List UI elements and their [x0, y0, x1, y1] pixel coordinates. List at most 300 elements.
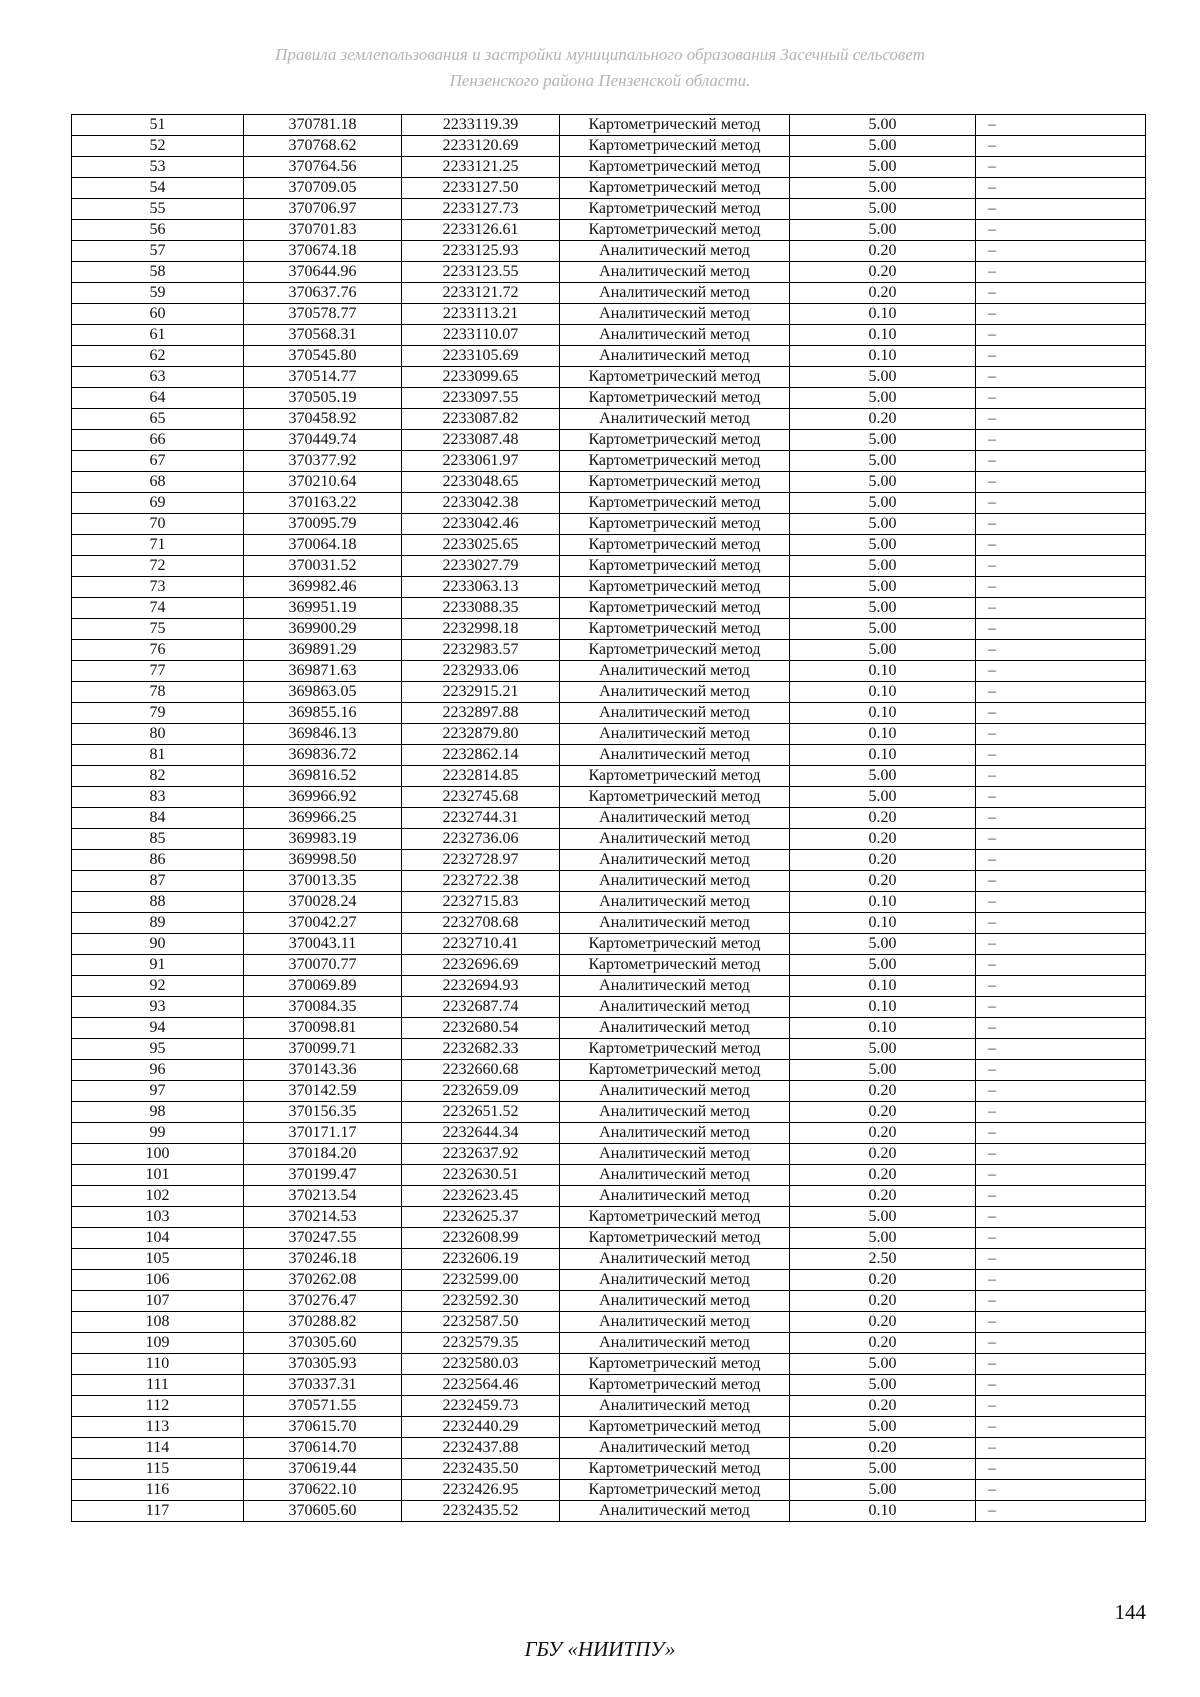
table-row — [72, 1396, 1146, 1417]
accuracy-cell: 5.00 — [790, 1417, 976, 1438]
dash-cell: – — [976, 619, 1146, 640]
table-row — [72, 157, 1146, 178]
method-cell: Картометрический метод — [560, 556, 790, 577]
table-row — [72, 556, 1146, 577]
dash-cell: – — [976, 1207, 1146, 1228]
dash-cell: – — [976, 1459, 1146, 1480]
accuracy-cell: 0.20 — [790, 1291, 976, 1312]
y-coordinate-cell: 2232587.50 — [402, 1312, 560, 1333]
dash-cell: – — [976, 703, 1146, 724]
table-row — [72, 220, 1146, 241]
x-coordinate-cell: 370571.55 — [244, 1396, 402, 1417]
x-coordinate-cell: 370505.19 — [244, 388, 402, 409]
y-coordinate-cell: 2232879.80 — [402, 724, 560, 745]
y-coordinate-cell: 2232592.30 — [402, 1291, 560, 1312]
x-coordinate-cell: 370156.35 — [244, 1102, 402, 1123]
point-number-cell: 53 — [72, 157, 244, 178]
table-row — [72, 619, 1146, 640]
x-coordinate-cell: 370674.18 — [244, 241, 402, 262]
point-number-cell: 108 — [72, 1312, 244, 1333]
x-coordinate-cell: 369966.92 — [244, 787, 402, 808]
table-row — [72, 577, 1146, 598]
table-row — [72, 955, 1146, 976]
dash-cell: – — [976, 283, 1146, 304]
point-number-cell: 51 — [72, 115, 244, 136]
method-cell: Аналитический метод — [560, 409, 790, 430]
x-coordinate-cell: 370568.31 — [244, 325, 402, 346]
method-cell: Аналитический метод — [560, 871, 790, 892]
accuracy-cell: 0.20 — [790, 829, 976, 850]
point-number-cell: 117 — [72, 1501, 244, 1522]
dash-cell: – — [976, 262, 1146, 283]
y-coordinate-cell: 2233120.69 — [402, 136, 560, 157]
accuracy-cell: 5.00 — [790, 1480, 976, 1501]
dash-cell: – — [976, 136, 1146, 157]
point-number-cell: 113 — [72, 1417, 244, 1438]
dash-cell: – — [976, 178, 1146, 199]
point-number-cell: 66 — [72, 430, 244, 451]
y-coordinate-cell: 2232459.73 — [402, 1396, 560, 1417]
table-row — [72, 871, 1146, 892]
y-coordinate-cell: 2232564.46 — [402, 1375, 560, 1396]
x-coordinate-cell: 370069.89 — [244, 976, 402, 997]
y-coordinate-cell: 2232983.57 — [402, 640, 560, 661]
accuracy-cell: 0.20 — [790, 850, 976, 871]
y-coordinate-cell: 2233125.93 — [402, 241, 560, 262]
point-number-cell: 110 — [72, 1354, 244, 1375]
dash-cell: – — [976, 409, 1146, 430]
y-coordinate-cell: 2232897.88 — [402, 703, 560, 724]
point-number-cell: 64 — [72, 388, 244, 409]
method-cell: Аналитический метод — [560, 1102, 790, 1123]
y-coordinate-cell: 2232625.37 — [402, 1207, 560, 1228]
point-number-cell: 100 — [72, 1144, 244, 1165]
y-coordinate-cell: 2232708.68 — [402, 913, 560, 934]
accuracy-cell: 5.00 — [790, 199, 976, 220]
accuracy-cell: 5.00 — [790, 1207, 976, 1228]
dash-cell: – — [976, 913, 1146, 934]
method-cell: Аналитический метод — [560, 1438, 790, 1459]
method-cell: Картометрический метод — [560, 955, 790, 976]
accuracy-cell: 5.00 — [790, 388, 976, 409]
accuracy-cell: 0.20 — [790, 1312, 976, 1333]
method-cell: Аналитический метод — [560, 1249, 790, 1270]
y-coordinate-cell: 2233127.50 — [402, 178, 560, 199]
header-line-1: Правила землепользования и застройки муниципального образования Засечный сельсовет — [275, 45, 925, 64]
method-cell: Аналитический метод — [560, 1186, 790, 1207]
table-row — [72, 997, 1146, 1018]
table-row — [72, 283, 1146, 304]
x-coordinate-cell: 369900.29 — [244, 619, 402, 640]
y-coordinate-cell: 2232862.14 — [402, 745, 560, 766]
dash-cell: – — [976, 115, 1146, 136]
y-coordinate-cell: 2233088.35 — [402, 598, 560, 619]
table-row — [72, 304, 1146, 325]
y-coordinate-cell: 2232437.88 — [402, 1438, 560, 1459]
x-coordinate-cell: 370064.18 — [244, 535, 402, 556]
method-cell: Картометрический метод — [560, 493, 790, 514]
accuracy-cell: 0.20 — [790, 1123, 976, 1144]
point-number-cell: 104 — [72, 1228, 244, 1249]
x-coordinate-cell: 370578.77 — [244, 304, 402, 325]
table-row — [72, 640, 1146, 661]
dash-cell: – — [976, 1144, 1146, 1165]
table-row — [72, 703, 1146, 724]
dash-cell: – — [976, 1354, 1146, 1375]
method-cell: Картометрический метод — [560, 577, 790, 598]
accuracy-cell: 0.10 — [790, 682, 976, 703]
dash-cell: – — [976, 976, 1146, 997]
dash-cell: – — [976, 220, 1146, 241]
accuracy-cell: 5.00 — [790, 115, 976, 136]
table-row — [72, 199, 1146, 220]
method-cell: Аналитический метод — [560, 346, 790, 367]
header-line-2: Пензенского района Пензенской области. — [449, 71, 751, 90]
x-coordinate-cell: 369966.25 — [244, 808, 402, 829]
accuracy-cell: 0.10 — [790, 976, 976, 997]
point-number-cell: 74 — [72, 598, 244, 619]
y-coordinate-cell: 2233027.79 — [402, 556, 560, 577]
dash-cell: – — [976, 955, 1146, 976]
y-coordinate-cell: 2233048.65 — [402, 472, 560, 493]
point-number-cell: 58 — [72, 262, 244, 283]
table-row — [72, 1144, 1146, 1165]
point-number-cell: 84 — [72, 808, 244, 829]
x-coordinate-cell: 370099.71 — [244, 1039, 402, 1060]
x-coordinate-cell: 370143.36 — [244, 1060, 402, 1081]
method-cell: Аналитический метод — [560, 1333, 790, 1354]
x-coordinate-cell: 370781.18 — [244, 115, 402, 136]
method-cell: Аналитический метод — [560, 1018, 790, 1039]
dash-cell: – — [976, 787, 1146, 808]
table-row — [72, 1123, 1146, 1144]
method-cell: Картометрический метод — [560, 157, 790, 178]
point-number-cell: 70 — [72, 514, 244, 535]
table-row — [72, 451, 1146, 472]
y-coordinate-cell: 2232687.74 — [402, 997, 560, 1018]
y-coordinate-cell: 2232710.41 — [402, 934, 560, 955]
point-number-cell: 67 — [72, 451, 244, 472]
accuracy-cell: 5.00 — [790, 640, 976, 661]
x-coordinate-cell: 370247.55 — [244, 1228, 402, 1249]
point-number-cell: 61 — [72, 325, 244, 346]
table-row — [72, 661, 1146, 682]
dash-cell: – — [976, 892, 1146, 913]
y-coordinate-cell: 2233063.13 — [402, 577, 560, 598]
x-coordinate-cell: 370377.92 — [244, 451, 402, 472]
point-number-cell: 115 — [72, 1459, 244, 1480]
dash-cell: – — [976, 808, 1146, 829]
y-coordinate-cell: 2232736.06 — [402, 829, 560, 850]
accuracy-cell: 5.00 — [790, 367, 976, 388]
dash-cell: – — [976, 661, 1146, 682]
dash-cell: – — [976, 1081, 1146, 1102]
table-row — [72, 430, 1146, 451]
table-row — [72, 178, 1146, 199]
accuracy-cell: 5.00 — [790, 934, 976, 955]
y-coordinate-cell: 2232608.99 — [402, 1228, 560, 1249]
point-number-cell: 81 — [72, 745, 244, 766]
method-cell: Картометрический метод — [560, 1354, 790, 1375]
dash-cell: – — [976, 1291, 1146, 1312]
dash-cell: – — [976, 1438, 1146, 1459]
x-coordinate-cell: 370305.93 — [244, 1354, 402, 1375]
table-row — [72, 136, 1146, 157]
y-coordinate-cell: 2232696.69 — [402, 955, 560, 976]
x-coordinate-cell: 370028.24 — [244, 892, 402, 913]
method-cell: Картометрический метод — [560, 199, 790, 220]
point-number-cell: 62 — [72, 346, 244, 367]
table-row — [72, 1270, 1146, 1291]
method-cell: Аналитический метод — [560, 724, 790, 745]
point-number-cell: 105 — [72, 1249, 244, 1270]
table-row — [72, 367, 1146, 388]
y-coordinate-cell: 2233121.25 — [402, 157, 560, 178]
point-number-cell: 114 — [72, 1438, 244, 1459]
point-number-cell: 83 — [72, 787, 244, 808]
y-coordinate-cell: 2232599.00 — [402, 1270, 560, 1291]
method-cell: Аналитический метод — [560, 1291, 790, 1312]
x-coordinate-cell: 369982.46 — [244, 577, 402, 598]
point-number-cell: 95 — [72, 1039, 244, 1060]
dash-cell: – — [976, 472, 1146, 493]
point-number-cell: 52 — [72, 136, 244, 157]
x-coordinate-cell: 370013.35 — [244, 871, 402, 892]
method-cell: Аналитический метод — [560, 262, 790, 283]
coordinates-table — [71, 114, 1146, 1522]
y-coordinate-cell: 2232682.33 — [402, 1039, 560, 1060]
table-row — [72, 1354, 1146, 1375]
table-row — [72, 1438, 1146, 1459]
dash-cell: – — [976, 997, 1146, 1018]
table-row — [72, 1165, 1146, 1186]
point-number-cell: 63 — [72, 367, 244, 388]
y-coordinate-cell: 2232623.45 — [402, 1186, 560, 1207]
method-cell: Картометрический метод — [560, 1417, 790, 1438]
table-row — [72, 1501, 1146, 1522]
method-cell: Картометрический метод — [560, 1459, 790, 1480]
y-coordinate-cell: 2233110.07 — [402, 325, 560, 346]
method-cell: Картометрический метод — [560, 136, 790, 157]
y-coordinate-cell: 2232933.06 — [402, 661, 560, 682]
point-number-cell: 92 — [72, 976, 244, 997]
accuracy-cell: 0.20 — [790, 1396, 976, 1417]
y-coordinate-cell: 2233113.21 — [402, 304, 560, 325]
x-coordinate-cell: 370262.08 — [244, 1270, 402, 1291]
table-row — [72, 934, 1146, 955]
point-number-cell: 69 — [72, 493, 244, 514]
y-coordinate-cell: 2232728.97 — [402, 850, 560, 871]
method-cell: Аналитический метод — [560, 1081, 790, 1102]
method-cell: Картометрический метод — [560, 1060, 790, 1081]
point-number-cell: 56 — [72, 220, 244, 241]
x-coordinate-cell: 370337.31 — [244, 1375, 402, 1396]
point-number-cell: 85 — [72, 829, 244, 850]
dash-cell: – — [976, 1333, 1146, 1354]
table-row — [72, 1207, 1146, 1228]
y-coordinate-cell: 2233087.82 — [402, 409, 560, 430]
table-row — [72, 1081, 1146, 1102]
method-cell: Аналитический метод — [560, 913, 790, 934]
table-row — [72, 913, 1146, 934]
dash-cell: – — [976, 367, 1146, 388]
point-number-cell: 82 — [72, 766, 244, 787]
dash-cell: – — [976, 850, 1146, 871]
y-coordinate-cell: 2232722.38 — [402, 871, 560, 892]
method-cell: Картометрический метод — [560, 514, 790, 535]
page-number: 144 — [1114, 1600, 1146, 1624]
dash-cell: – — [976, 682, 1146, 703]
x-coordinate-cell: 370701.83 — [244, 220, 402, 241]
method-cell: Аналитический метод — [560, 1501, 790, 1522]
x-coordinate-cell: 370706.97 — [244, 199, 402, 220]
table-row — [72, 241, 1146, 262]
method-cell: Картометрический метод — [560, 1375, 790, 1396]
point-number-cell: 68 — [72, 472, 244, 493]
x-coordinate-cell: 370142.59 — [244, 1081, 402, 1102]
accuracy-cell: 0.10 — [790, 346, 976, 367]
table-row — [72, 514, 1146, 535]
table-row — [72, 409, 1146, 430]
accuracy-cell: 5.00 — [790, 556, 976, 577]
x-coordinate-cell: 370276.47 — [244, 1291, 402, 1312]
accuracy-cell: 0.20 — [790, 1333, 976, 1354]
point-number-cell: 109 — [72, 1333, 244, 1354]
x-coordinate-cell: 370605.60 — [244, 1501, 402, 1522]
accuracy-cell: 5.00 — [790, 178, 976, 199]
accuracy-cell: 5.00 — [790, 598, 976, 619]
table-row — [72, 346, 1146, 367]
method-cell: Картометрический метод — [560, 430, 790, 451]
dash-cell: – — [976, 934, 1146, 955]
accuracy-cell: 0.20 — [790, 283, 976, 304]
y-coordinate-cell: 2233097.55 — [402, 388, 560, 409]
accuracy-cell: 0.20 — [790, 1102, 976, 1123]
point-number-cell: 78 — [72, 682, 244, 703]
table-row — [72, 1249, 1146, 1270]
accuracy-cell: 5.00 — [790, 157, 976, 178]
table-row — [72, 787, 1146, 808]
method-cell: Аналитический метод — [560, 1312, 790, 1333]
table-row — [72, 850, 1146, 871]
point-number-cell: 96 — [72, 1060, 244, 1081]
point-number-cell: 55 — [72, 199, 244, 220]
y-coordinate-cell: 2232915.21 — [402, 682, 560, 703]
x-coordinate-cell: 370095.79 — [244, 514, 402, 535]
y-coordinate-cell: 2232637.92 — [402, 1144, 560, 1165]
y-coordinate-cell: 2232715.83 — [402, 892, 560, 913]
method-cell: Картометрический метод — [560, 934, 790, 955]
dash-cell: – — [976, 1102, 1146, 1123]
table-row — [72, 1018, 1146, 1039]
point-number-cell: 80 — [72, 724, 244, 745]
dash-cell: – — [976, 325, 1146, 346]
table-row — [72, 1480, 1146, 1501]
x-coordinate-cell: 370084.35 — [244, 997, 402, 1018]
accuracy-cell: 5.00 — [790, 955, 976, 976]
dash-cell: – — [976, 1123, 1146, 1144]
x-coordinate-cell: 370213.54 — [244, 1186, 402, 1207]
accuracy-cell: 0.20 — [790, 871, 976, 892]
method-cell: Аналитический метод — [560, 976, 790, 997]
x-coordinate-cell: 370098.81 — [244, 1018, 402, 1039]
dash-cell: – — [976, 1480, 1146, 1501]
y-coordinate-cell: 2233123.55 — [402, 262, 560, 283]
dash-cell: – — [976, 1417, 1146, 1438]
point-number-cell: 71 — [72, 535, 244, 556]
dash-cell: – — [976, 535, 1146, 556]
method-cell: Аналитический метод — [560, 682, 790, 703]
point-number-cell: 75 — [72, 619, 244, 640]
point-number-cell: 111 — [72, 1375, 244, 1396]
dash-cell: – — [976, 1060, 1146, 1081]
point-number-cell: 73 — [72, 577, 244, 598]
y-coordinate-cell: 2232435.50 — [402, 1459, 560, 1480]
table-row — [72, 325, 1146, 346]
dash-cell: – — [976, 1249, 1146, 1270]
table-row — [72, 1333, 1146, 1354]
point-number-cell: 97 — [72, 1081, 244, 1102]
method-cell: Картометрический метод — [560, 115, 790, 136]
accuracy-cell: 5.00 — [790, 1060, 976, 1081]
table-row — [72, 1060, 1146, 1081]
table-row — [72, 598, 1146, 619]
accuracy-cell: 5.00 — [790, 619, 976, 640]
dash-cell: – — [976, 514, 1146, 535]
accuracy-cell: 5.00 — [790, 451, 976, 472]
dash-cell: – — [976, 388, 1146, 409]
dash-cell: – — [976, 1396, 1146, 1417]
x-coordinate-cell: 369998.50 — [244, 850, 402, 871]
y-coordinate-cell: 2232426.95 — [402, 1480, 560, 1501]
dash-cell: – — [976, 745, 1146, 766]
x-coordinate-cell: 370163.22 — [244, 493, 402, 514]
y-coordinate-cell: 2232630.51 — [402, 1165, 560, 1186]
x-coordinate-cell: 369816.52 — [244, 766, 402, 787]
y-coordinate-cell: 2233061.97 — [402, 451, 560, 472]
dash-cell: – — [976, 1312, 1146, 1333]
point-number-cell: 72 — [72, 556, 244, 577]
point-number-cell: 54 — [72, 178, 244, 199]
table-row — [72, 829, 1146, 850]
point-number-cell: 89 — [72, 913, 244, 934]
y-coordinate-cell: 2232440.29 — [402, 1417, 560, 1438]
dash-cell: – — [976, 241, 1146, 262]
x-coordinate-cell: 370042.27 — [244, 913, 402, 934]
point-number-cell: 94 — [72, 1018, 244, 1039]
x-coordinate-cell: 370449.74 — [244, 430, 402, 451]
point-number-cell: 79 — [72, 703, 244, 724]
x-coordinate-cell: 369891.29 — [244, 640, 402, 661]
point-number-cell: 59 — [72, 283, 244, 304]
y-coordinate-cell: 2232579.35 — [402, 1333, 560, 1354]
accuracy-cell: 0.10 — [790, 892, 976, 913]
y-coordinate-cell: 2232580.03 — [402, 1354, 560, 1375]
accuracy-cell: 0.10 — [790, 745, 976, 766]
method-cell: Аналитический метод — [560, 1270, 790, 1291]
x-coordinate-cell: 370199.47 — [244, 1165, 402, 1186]
table-row — [72, 745, 1146, 766]
dash-cell: – — [976, 724, 1146, 745]
method-cell: Картометрический метод — [560, 535, 790, 556]
y-coordinate-cell: 2232744.31 — [402, 808, 560, 829]
dash-cell: – — [976, 1039, 1146, 1060]
x-coordinate-cell: 369863.05 — [244, 682, 402, 703]
method-cell: Картометрический метод — [560, 1207, 790, 1228]
dash-cell: – — [976, 1375, 1146, 1396]
accuracy-cell: 5.00 — [790, 430, 976, 451]
y-coordinate-cell: 2232680.54 — [402, 1018, 560, 1039]
